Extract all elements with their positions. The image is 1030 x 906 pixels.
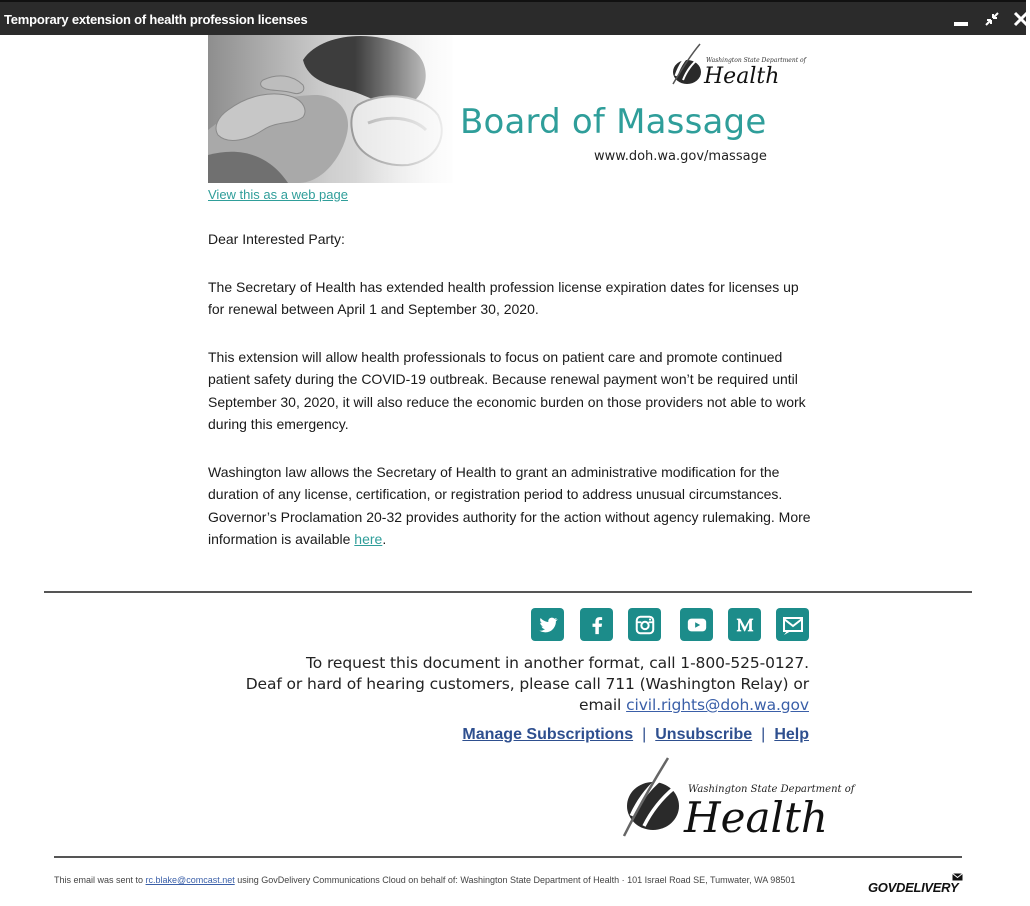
view-as-web-page-link[interactable]: View this as a web page [208,187,348,202]
letter-greeting: Dear Interested Party: [208,231,345,247]
letter-paragraph-2: This extension will allow health professionals to focus on patient care and promote continued patient safety during the COVID-19 outbreak. Because renewal payment won’t be required until September 30, 2020, it will also reduce the economic burden on those providers not able to work during this emergency. [208,348,806,432]
letter-paragraph-3 [208,461,813,551]
medium-button[interactable] [728,608,761,641]
doh-logo-footer [620,756,855,842]
fine-print-prefix: This email was sent to [54,875,146,885]
manage-subscriptions-link[interactable]: Manage Subscriptions [462,726,634,743]
board-title: Board of Massage [460,102,767,142]
twitter-icon [537,614,559,636]
subscription-links [462,726,809,744]
doh-logo-footer-agency: Washington State Department of [688,784,855,795]
facebook-button[interactable] [580,608,613,641]
email-button[interactable] [776,608,809,641]
doh-logo-header-agency: Washington State Department of [706,57,806,64]
link-separator: | [761,726,766,743]
divider-bottom [54,856,962,858]
more-info-here-link[interactable]: here [354,531,383,547]
unsubscribe-link[interactable]: Unsubscribe [655,726,753,743]
twitter-button[interactable] [531,608,564,641]
facebook-icon [586,614,608,636]
doh-logo-header [670,42,806,89]
medium-icon [733,614,757,636]
header-massage-photo [208,35,453,183]
footer-email-prefix: email [579,696,627,714]
civil-rights-email-link[interactable]: civil.rights@doh.wa.gov [626,696,809,714]
youtube-icon [685,614,709,636]
footer-format-request: To request this document in another format, call 1-800-525-0127. [306,654,809,672]
govdelivery-mail-icon [952,873,963,883]
email-icon [781,613,805,637]
divider-top [44,591,972,593]
footer-relay-info: Deaf or hard of hearing customers, please call 711 (Washington Relay) or [245,675,809,693]
window-title: Temporary extension of health profession licenses [4,12,308,27]
board-url: www.doh.wa.gov/massage [594,149,767,164]
letter-paragraph-1: The Secretary of Health has extended health profession license expiration dates for licenses up for renewal between April 1 and September 30, 2020. [208,278,799,317]
restore-button[interactable] [983,10,1001,28]
govdelivery-logo: GOVDELIVERY [868,880,959,895]
window-titlebar [0,0,1026,35]
letter-paragraph-3-end: . [382,531,387,547]
instagram-icon [634,614,656,636]
letter-body [208,228,813,576]
help-link[interactable]: Help [774,726,809,743]
doh-logo-footer-health: Health [684,793,828,842]
recipient-email-link[interactable]: rc.blake@comcast.net [145,875,235,885]
fine-print-suffix: using GovDelivery Communications Cloud on behalf of: Washington State Department of Health · 101 Israel Road SE, Tumwater, WA 98501 [234,875,796,885]
close-icon [1012,10,1030,28]
doh-logo-header-health: Health [704,64,780,89]
restore-icon [983,10,1001,28]
link-separator: | [642,726,647,743]
fine-print [54,875,844,886]
instagram-button[interactable] [628,608,661,641]
close-button[interactable] [1012,10,1030,28]
footer-email-line [579,696,809,714]
minimize-button[interactable] [952,10,970,28]
youtube-button[interactable] [680,608,713,641]
letter-paragraph-3-text: Washington law allows the Secretary of Health to grant an administrative modification for the duration of any license, certification, or registration period to address unusual circumstances. Governor’s Proclamation 20-32 provides authority for the action without agency rulemaking. More information is available [208,463,811,547]
